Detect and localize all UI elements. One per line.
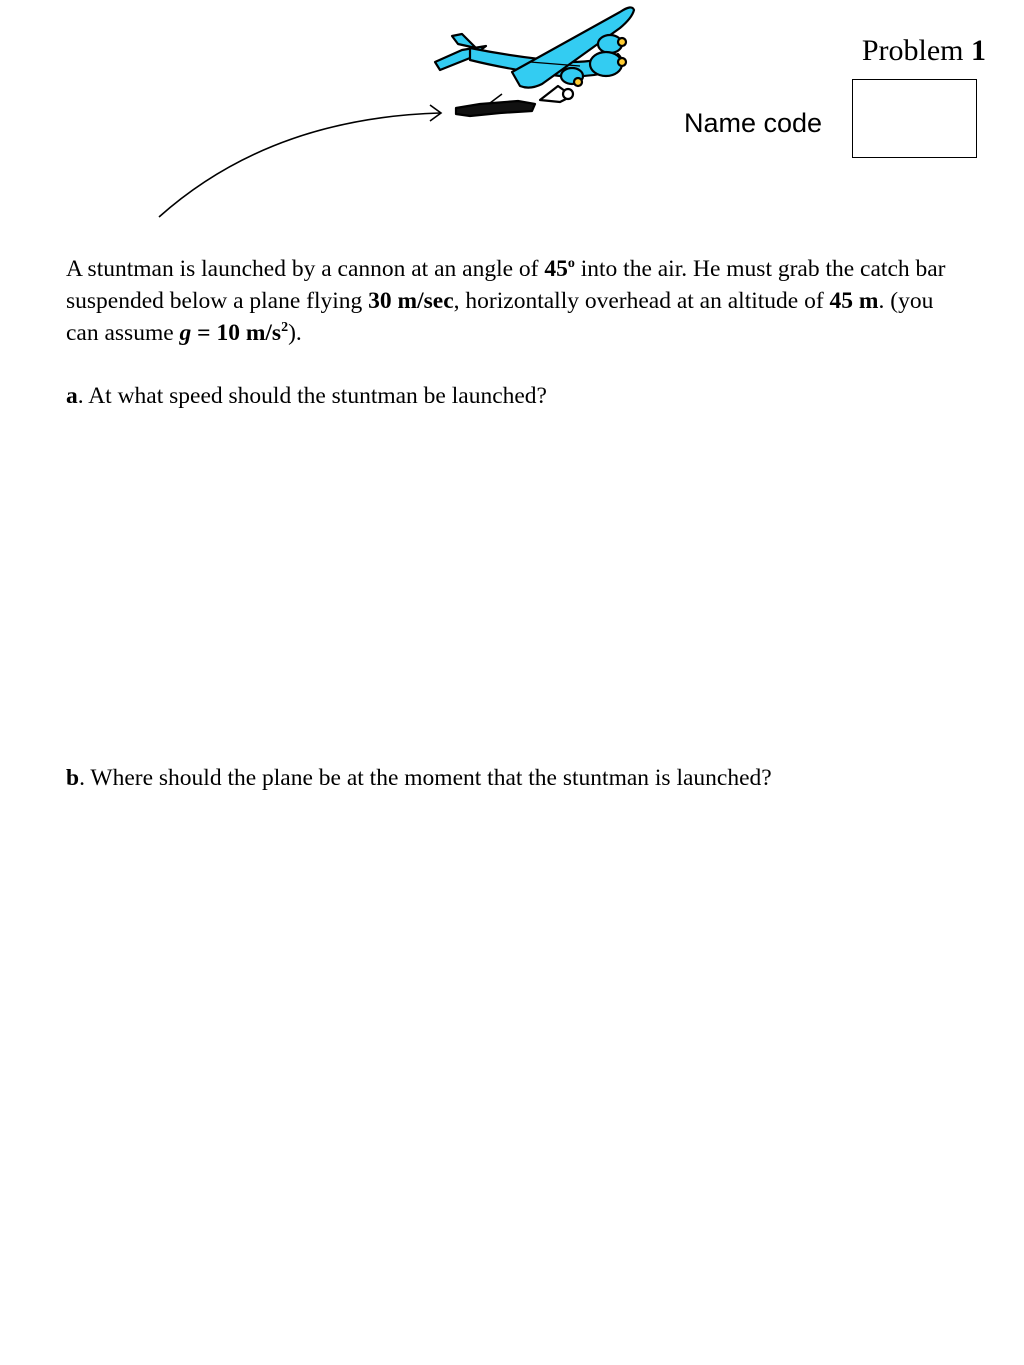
gravity-value: = 10 m/s [191, 320, 282, 346]
problem-text-4: . (you can assume [66, 288, 934, 346]
question-a [66, 380, 547, 412]
gravity-symbol: g [179, 320, 192, 346]
question-a-label: a [66, 383, 78, 409]
question-b-label: b [66, 765, 80, 791]
trajectory-arrow-icon [159, 105, 441, 217]
problem-text-5: ). [288, 320, 302, 346]
problem-title [862, 33, 986, 69]
launch-angle: 45 [544, 256, 568, 282]
problem-text-3: , horizontally overhead at an altitude of [453, 288, 830, 314]
illustration [140, 0, 660, 225]
problem-text-2: into the air. He must grab the catch bar suspended below a plane flying [66, 256, 946, 314]
gravity-exponent: 2 [281, 320, 289, 336]
problem-statement [66, 253, 946, 349]
airplane-icon [435, 7, 634, 116]
altitude-value: 45 m [829, 288, 879, 314]
plane-speed: 30 m/sec [368, 288, 454, 314]
question-b [66, 762, 772, 794]
degree-symbol: o [567, 256, 575, 272]
problem-word: Problem [861, 34, 964, 67]
question-a-text: . At what speed should the stuntman be launched? [77, 383, 547, 409]
name-code-label: Name code [684, 108, 823, 138]
name-code-box[interactable] [852, 79, 977, 158]
question-b-text: . Where should the plane be at the moment that the stuntman is launched? [79, 765, 772, 791]
problem-text-1: A stuntman is launched by a cannon at an angle of [66, 256, 545, 282]
problem-number: 1 [971, 34, 986, 67]
